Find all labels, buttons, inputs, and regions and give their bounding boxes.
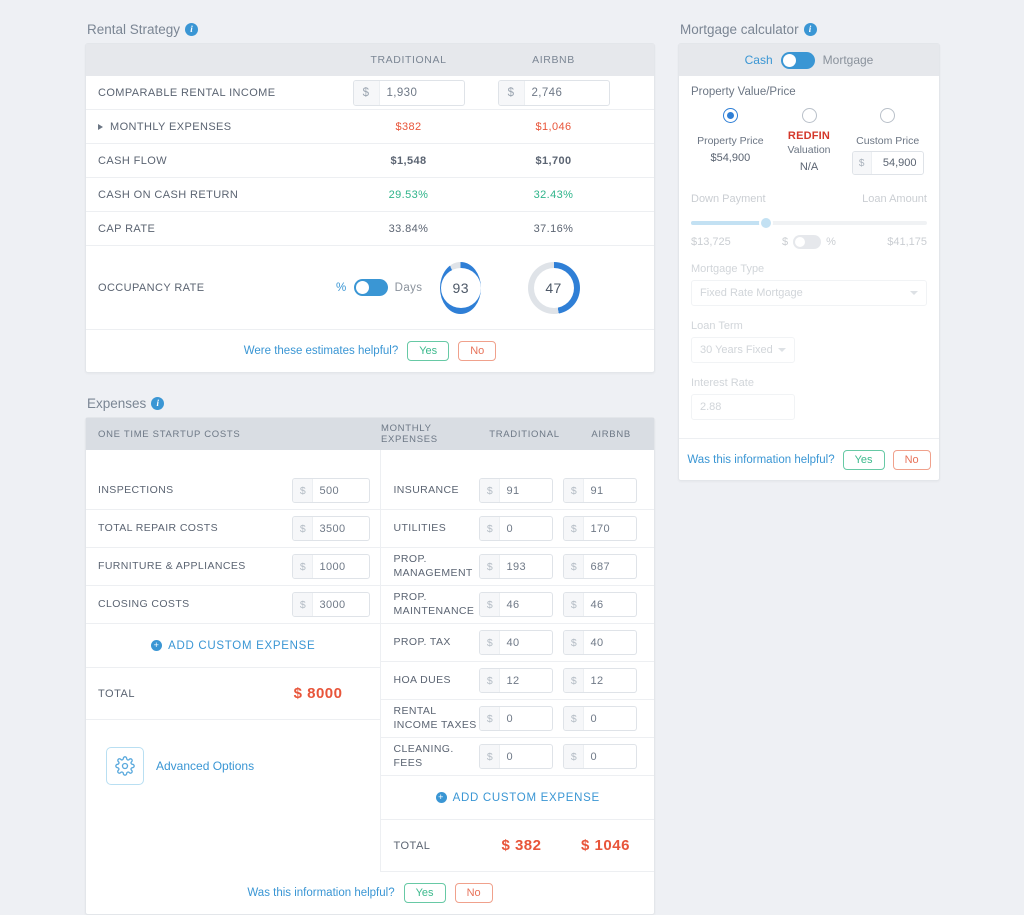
row-value-airbnb: 32.43% (533, 188, 574, 201)
list-item (86, 510, 380, 548)
toggle-knob (795, 237, 805, 247)
currency-symbol: $ (564, 555, 584, 578)
comparable-rental-income-airbnb-input[interactable] (498, 80, 610, 106)
input-value: 0 (590, 750, 598, 763)
currency-symbol: $ (480, 555, 500, 578)
option-value: N/A (799, 161, 819, 173)
currency-symbol: $ (564, 593, 584, 616)
percent-symbol: % (826, 236, 836, 248)
expenses-body (86, 450, 654, 872)
input-value: 91 (590, 484, 604, 497)
loan-amount-label: Loan Amount (862, 193, 927, 205)
header-startup-costs: ONE TIME STARTUP COSTS (98, 428, 241, 440)
price-option-custom-price[interactable] (848, 108, 927, 175)
slider-fill (691, 221, 767, 225)
row-value-traditional: 33.84% (388, 222, 429, 235)
list-item (86, 548, 380, 586)
prop-maintenance-airbnb-input[interactable] (563, 592, 637, 617)
expenses-card (85, 417, 655, 915)
hoa-dues-traditional-input[interactable] (479, 668, 553, 693)
input-value: 170 (590, 522, 611, 535)
insurance-airbnb-input[interactable] (563, 478, 637, 503)
mortgage-type-label: Mortgage Type (691, 263, 765, 275)
occupancy-rate-row (86, 246, 654, 330)
currency-symbol: $ (564, 479, 584, 502)
row-label: COMPARABLE RENTAL INCOME (98, 86, 276, 99)
table-row (86, 178, 654, 212)
chevron-down-icon (778, 348, 786, 352)
row-value-traditional (336, 80, 481, 106)
advanced-options-row[interactable] (86, 720, 380, 812)
currency-symbol: $ (853, 152, 872, 174)
radio-redfin-valuation[interactable] (802, 108, 817, 123)
row-label-wrap (86, 121, 336, 133)
row-value-traditional: $1,548 (390, 154, 427, 167)
rental-strategy-card (85, 43, 655, 373)
plus-icon: + (151, 640, 162, 651)
cleaning-fees-airbnb-input[interactable] (563, 744, 637, 769)
table-row (86, 144, 654, 178)
list-item (381, 472, 654, 510)
prop-tax-airbnb-input[interactable] (563, 630, 637, 655)
mortgage-title (680, 22, 940, 37)
row-value-traditional: $382 (395, 120, 422, 133)
toggle-label-cash: Cash (744, 53, 773, 67)
input-value: 91 (506, 484, 520, 497)
down-payment-label: Down Payment (691, 193, 766, 205)
info-icon[interactable]: i (151, 397, 164, 410)
currency-symbol: $ (564, 631, 584, 654)
total-repair-costs-input[interactable] (292, 516, 370, 541)
input-value: 0 (590, 712, 598, 725)
input-value: 12 (590, 674, 604, 687)
mortgage-card (678, 43, 940, 481)
utilities-traditional-input[interactable] (479, 516, 553, 541)
list-item (381, 548, 654, 586)
row-label: CAP RATE (98, 222, 156, 235)
row-label: CASH ON CASH RETURN (98, 188, 239, 201)
input-value: 3000 (319, 598, 346, 611)
spacer (691, 420, 927, 438)
currency-symbol: $ (293, 555, 313, 578)
occupancy-rate-label: OCCUPANCY RATE (98, 281, 205, 294)
loan-term-select[interactable] (691, 337, 795, 363)
input-value: 40 (590, 636, 604, 649)
input-value: 0 (506, 750, 514, 763)
header-monthly-expenses: MONTHLY EXPENSES (380, 423, 438, 445)
occupancy-controls (336, 262, 481, 314)
occupancy-value-airbnb: 47 (534, 268, 574, 308)
mortgage-type-value: Fixed Rate Mortgage (700, 287, 803, 299)
rental-income-taxes-traditional-input[interactable] (479, 706, 553, 731)
monthly-expense-label: CLEANING. FEES (393, 743, 454, 769)
input-value: 193 (506, 560, 527, 573)
rental-strategy-section (85, 22, 655, 373)
cleaning-fees-traditional-input[interactable] (479, 744, 553, 769)
feedback-question: Was this information helpful? (247, 887, 395, 899)
header-traditional: TRADITIONAL (370, 54, 447, 66)
payment-values (691, 235, 927, 249)
feedback-question: Was this information helpful? (687, 453, 835, 466)
toggle-label-percent: % (336, 281, 347, 294)
price-option-property-price[interactable] (691, 108, 770, 175)
list-item (86, 472, 380, 510)
table-row (86, 212, 654, 246)
monthly-total-airbnb: $ 1046 (581, 837, 630, 854)
table-row (86, 76, 654, 110)
rental-strategy-title (87, 22, 655, 37)
expenses-title (87, 396, 655, 411)
monthly-expense-label: UTILITIES (393, 521, 447, 534)
feedback-question: Were these estimates helpful? (243, 345, 399, 357)
toggle-switch[interactable] (781, 52, 815, 69)
currency-symbol: $ (480, 707, 500, 730)
input-value: 40 (506, 636, 520, 649)
dollar-symbol: $ (782, 236, 789, 248)
feedback-no-button[interactable]: No (458, 341, 496, 361)
add-custom-startup-expense-button[interactable] (86, 624, 380, 668)
down-payment-value: $13,725 (691, 236, 731, 248)
loan-amount-value: $41,175 (887, 236, 927, 248)
monthly-expense-label: PROP. MANAGEMENT (393, 553, 473, 579)
input-value: 46 (590, 598, 604, 611)
row-value-airbnb: 37.16% (533, 222, 574, 235)
hoa-dues-airbnb-input[interactable] (563, 668, 637, 693)
list-item (381, 700, 654, 738)
payment-labels (691, 193, 927, 205)
inspections-input[interactable] (292, 478, 370, 503)
currency-symbol: $ (480, 593, 500, 616)
startup-total-row (86, 668, 380, 720)
custom-price-wrap (848, 151, 927, 175)
interest-rate-input[interactable] (691, 394, 795, 420)
list-item (381, 510, 654, 548)
spacer (381, 450, 654, 472)
option-caption: Property Price (697, 135, 764, 147)
startup-total-label: TOTAL (98, 687, 135, 700)
row-value-traditional: 29.53% (388, 188, 429, 201)
info-icon[interactable]: i (185, 23, 198, 36)
row-value-airbnb: $1,046 (535, 120, 572, 133)
comparable-rental-income-traditional-input[interactable] (353, 80, 465, 106)
currency-symbol: $ (564, 745, 584, 768)
mortgage-title-text: Mortgage calculator (680, 22, 799, 37)
advanced-options-label[interactable]: Advanced Options (156, 759, 255, 773)
startup-cost-label: INSPECTIONS (98, 483, 174, 496)
header-airbnb: AIRBNB (532, 54, 575, 66)
monthly-expense-label: PROP. TAX (393, 635, 451, 648)
monthly-expense-label: RENTAL INCOME TAXES (393, 705, 477, 731)
expenses-table-header (86, 418, 654, 450)
property-value-label: Property Value/Price (691, 86, 796, 98)
input-value: 46 (506, 598, 520, 611)
option-value: $54,900 (710, 152, 751, 164)
input-value: 12 (506, 674, 520, 687)
monthly-expense-label: INSURANCE (393, 483, 459, 496)
monthly-total-traditional: $ 382 (501, 837, 542, 854)
rental-strategy-title-text: Rental Strategy (87, 22, 181, 37)
loan-term-label: Loan Term (691, 320, 743, 332)
input-value: 500 (319, 484, 340, 497)
toggle-label-mortgage: Mortgage (822, 53, 874, 67)
percent-toggle-wrap[interactable] (782, 235, 836, 249)
price-option-redfin-valuation[interactable] (770, 108, 849, 175)
radio-property-price[interactable] (723, 108, 738, 123)
plus-icon: + (436, 792, 447, 803)
prop-management-traditional-input[interactable] (479, 554, 553, 579)
rental-strategy-table-header (86, 44, 654, 76)
expenses-title-text: Expenses (87, 396, 147, 411)
add-custom-label: ADD CUSTOM EXPENSE (452, 791, 600, 804)
input-value: 3500 (319, 522, 346, 535)
toggle-knob (783, 54, 796, 67)
custom-price-input[interactable] (852, 151, 924, 175)
occupancy-value-traditional: 93 (441, 268, 481, 308)
startup-cost-label: FURNITURE & APPLIANCES (98, 559, 246, 572)
row-label: CASH FLOW (98, 154, 167, 167)
currency-symbol: $ (480, 631, 500, 654)
monthly-expense-label: PROP. MAINTENANCE (393, 591, 475, 617)
currency-symbol: $ (293, 593, 313, 616)
header-traditional: TRADITIONAL (489, 428, 560, 440)
occupancy-donut-traditional (440, 262, 481, 314)
input-value: 54,900 (882, 157, 917, 169)
currency-symbol: $ (293, 517, 313, 540)
gear-icon[interactable] (106, 747, 144, 785)
input-value: 0 (506, 712, 514, 725)
feedback-yes-button[interactable]: Yes (404, 883, 446, 903)
rental-income-taxes-airbnb-input[interactable] (563, 706, 637, 731)
info-icon[interactable]: i (804, 23, 817, 36)
list-item (381, 624, 654, 662)
occupancy-unit-toggle[interactable] (336, 279, 422, 296)
input-value: 2,746 (531, 86, 563, 99)
cash-mortgage-toggle[interactable] (679, 44, 939, 76)
redfin-logo: REDFIN (787, 130, 831, 142)
property-value-section (679, 76, 939, 175)
prop-maintenance-traditional-input[interactable] (479, 592, 553, 617)
occupancy-airbnb-wrap (481, 262, 626, 314)
interest-rate-label: Interest Rate (691, 377, 754, 389)
add-custom-label: ADD CUSTOM EXPENSE (168, 639, 316, 652)
percent-toggle[interactable] (793, 235, 821, 249)
feedback-yes-button[interactable]: Yes (407, 341, 449, 361)
row-label: MONTHLY EXPENSES (110, 120, 232, 133)
prop-management-airbnb-input[interactable] (563, 554, 637, 579)
slider-handle[interactable] (759, 216, 773, 230)
currency-symbol: $ (564, 707, 584, 730)
prop-tax-traditional-input[interactable] (479, 630, 553, 655)
currency-symbol: $ (564, 669, 584, 692)
row-value-airbnb: $1,700 (535, 154, 572, 167)
loan-details-section (679, 175, 939, 438)
currency-symbol: $ (293, 479, 313, 502)
monthly-total-label: TOTAL (393, 839, 431, 852)
feedback-no-button[interactable]: No (455, 883, 493, 903)
toggle-knob (356, 281, 369, 294)
header-airbnb: AIRBNB (591, 428, 631, 440)
toggle-label-days: Days (394, 281, 423, 294)
row-value-airbnb (481, 80, 626, 106)
mortgage-type-select[interactable] (691, 280, 927, 306)
input-value: 0 (506, 522, 514, 535)
startup-costs-column (86, 450, 381, 872)
monthly-total-row (381, 820, 654, 872)
monthly-expenses-column (381, 450, 654, 872)
startup-total-value: $ 8000 (293, 685, 343, 702)
mortgage-feedback (679, 438, 939, 480)
expenses-section (85, 396, 655, 915)
feedback-no-button[interactable]: No (893, 450, 931, 470)
utilities-airbnb-input[interactable] (563, 516, 637, 541)
currency-symbol: $ (480, 479, 500, 502)
closing-costs-input[interactable] (292, 592, 370, 617)
monthly-expense-label: HOA DUES (393, 673, 451, 686)
list-item (86, 586, 380, 624)
spacer (86, 450, 380, 472)
currency-symbol: $ (480, 669, 500, 692)
list-item (381, 662, 654, 700)
insurance-traditional-input[interactable] (479, 478, 553, 503)
chevron-down-icon (910, 291, 918, 295)
option-caption: Custom Price (856, 135, 920, 147)
feedback-yes-button[interactable]: Yes (843, 450, 885, 470)
price-source-radio-group (691, 108, 927, 175)
option-caption: Valuation (787, 144, 831, 156)
input-value: 1000 (319, 560, 346, 573)
table-row-monthly-expenses[interactable] (86, 110, 654, 144)
down-payment-slider[interactable] (691, 221, 927, 225)
radio-custom-price[interactable] (880, 108, 895, 123)
currency-symbol: $ (480, 517, 500, 540)
chevron-right-icon[interactable] (98, 124, 103, 130)
currency-symbol: $ (480, 745, 500, 768)
loan-term-value: 30 Years Fixed (700, 344, 773, 356)
currency-symbol: $ (564, 517, 584, 540)
currency-symbol: $ (499, 81, 525, 105)
furniture-appliances-input[interactable] (292, 554, 370, 579)
startup-cost-label: CLOSING COSTS (98, 597, 190, 610)
rental-strategy-feedback (86, 330, 654, 372)
interest-rate-value: 2.88 (700, 401, 722, 413)
list-item (381, 738, 654, 776)
list-item (381, 586, 654, 624)
expenses-feedback (86, 872, 654, 914)
input-value: 687 (590, 560, 611, 573)
mortgage-calculator-section (678, 22, 940, 481)
currency-symbol: $ (354, 81, 380, 105)
occupancy-donut-airbnb (528, 262, 580, 314)
input-value: 1,930 (386, 86, 418, 99)
startup-cost-label: TOTAL REPAIR COSTS (98, 521, 218, 534)
toggle-switch[interactable] (354, 279, 388, 296)
add-custom-monthly-expense-button[interactable] (381, 776, 654, 820)
